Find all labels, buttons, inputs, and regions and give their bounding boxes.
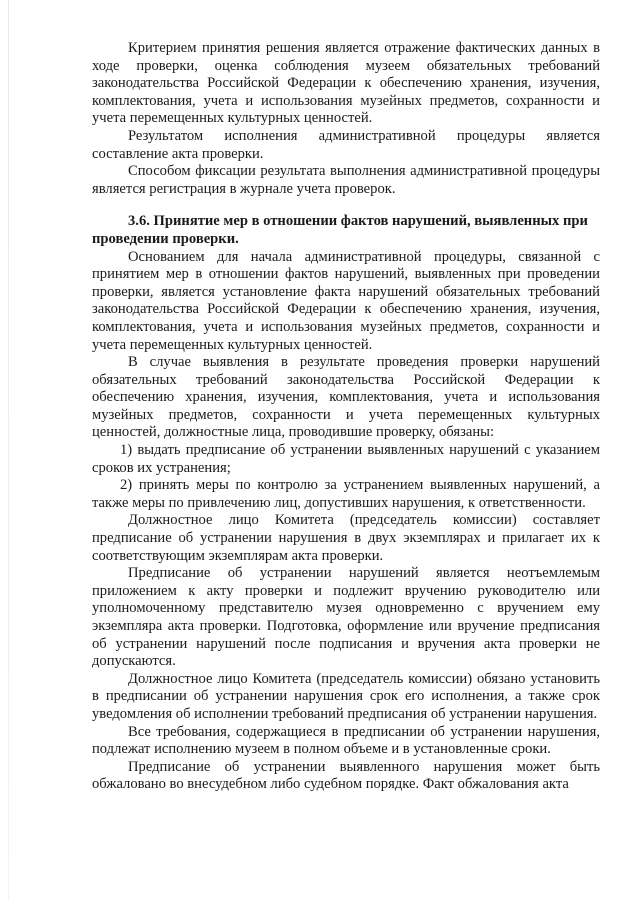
section-spacer <box>92 198 600 213</box>
paragraph-violations-found: В случае выявления в результате проведения проверки нарушений обязательных требований законодательства Российской Федерации к обеспечению хранения, изучения, комплектования, учета и использования музейных предметов, сохранности и учета перемещенных культурных ценностей, должностные лица, проводившие проверку, обязаны: <box>92 354 600 441</box>
list-item-issue-order: 1) выдать предписание об устранении выявленных нарушений с указанием сроков их устранения; <box>92 442 600 476</box>
paragraph-procedure-result: Результатом исполнения административной процедуры является составление акта проверки. <box>92 127 600 162</box>
paragraph-order-appeal: Предписание об устранении выявленного нарушения может быть обжаловано во внесудебном либо судебном порядке. Факт обжалования акта <box>92 758 600 793</box>
paragraph-order-annex: Предписание об устранении нарушений является неотъемлемым приложением к акту проверки и подлежит вручению руководителю или уполномоченному представителю музея одновременно с вручением ему экземпляра акта проверки. Подготовка, оформление или вручение предписания об устранении нарушений после подписания и вручения акта проверки не допускаются. <box>92 565 600 670</box>
list-item-control-measures: 2) принять меры по контролю за устранением выявленных нарушений, а также меры по привлечению лиц, допустивших нарушения, к ответственности. <box>92 477 600 511</box>
paragraph-decision-criterion: Критерием принятия решения является отражение фактических данных в ходе проверки, оценка соблюдения музеем обязательных требований законодательства Российской Федерации к обеспечению хранения, изучения, комплектования, учета и использования музейных предметов, сохранности и учета перемещенных культурных ценностей. <box>92 40 600 127</box>
paragraph-result-fixation: Способом фиксации результата выполнения административной процедуры является регистрация в журнале учета проверок. <box>92 163 600 197</box>
section-heading: 3.6. Принятие мер в отношении фактов нарушений, выявленных при проведении проверки. <box>92 213 588 247</box>
paragraph-order-drafting: Должностное лицо Комитета (председатель комиссии) составляет предписание об устранении нарушения в двух экземплярах и прилагает их к соответствующим экземплярам акта проверки. <box>92 512 600 564</box>
paragraph-order-requirements: Все требования, содержащиеся в предписании об устранении нарушения, подлежат исполнению музеем в полном объеме и в установленные сроки. <box>92 723 600 758</box>
paragraph-procedure-basis: Основанием для начала административной процедуры, связанной с принятием мер в отношении фактов нарушений, выявленных при проведении проверки, является установление факта нарушений обязательных требований законодательства Российской Федерации к обеспечению хранения, изучения, комплектования, учета и использования музейных предметов, сохранности и учета перемещенных культурных ценностей. <box>92 248 600 353</box>
paragraph-order-deadline: Должностное лицо Комитета (председатель комиссии) обязано установить в предписании об устранении нарушения срок его исполнения, а также срок уведомления об исполнении требований предписания об устранении нарушения. <box>92 670 600 722</box>
scan-edge-line <box>8 0 9 901</box>
